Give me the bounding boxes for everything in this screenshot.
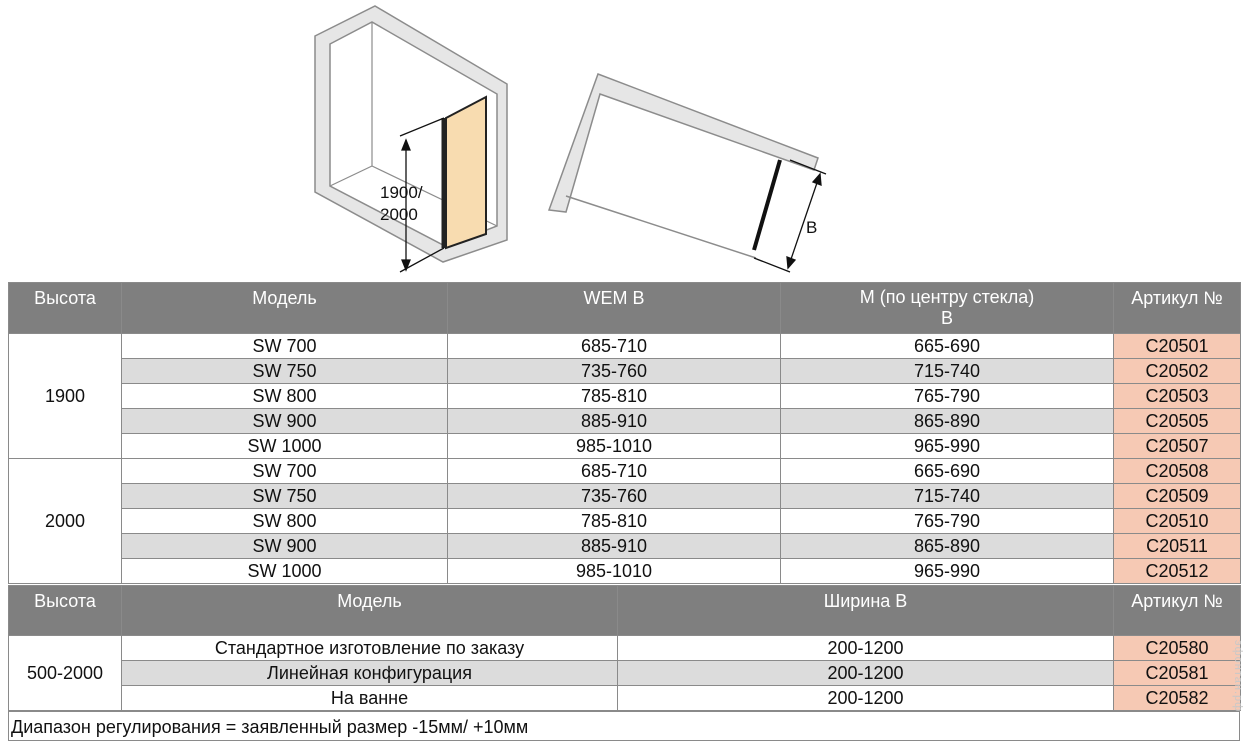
height-cell: 500-2000: [9, 636, 122, 711]
header-m: M (по центру стекла) B: [781, 283, 1114, 334]
table-row: [9, 661, 1241, 686]
article-cell: C20505: [1114, 409, 1241, 434]
height-cell: 1900: [9, 334, 122, 459]
table-row: [9, 334, 1241, 359]
table-row: [9, 359, 1241, 384]
model-cell: SW 700: [122, 334, 448, 359]
header-model: Модель: [122, 586, 618, 636]
product-diagram: [0, 0, 1246, 282]
m-cell: 965-990: [781, 434, 1114, 459]
m-cell: 715-740: [781, 359, 1114, 384]
table-header-row: [9, 283, 1241, 334]
model-cell: SW 800: [122, 384, 448, 409]
table-row: [9, 534, 1241, 559]
m-cell: 865-890: [781, 534, 1114, 559]
m-cell: 765-790: [781, 509, 1114, 534]
article-cell: C20501: [1114, 334, 1241, 359]
model-cell: SW 1000: [122, 559, 448, 584]
shower-wall-diagrams: [0, 0, 1246, 282]
wem-cell: 685-710: [448, 459, 781, 484]
header-article: Артикул №: [1114, 586, 1241, 636]
height-dimension-label: 1900/ 2000: [380, 183, 423, 224]
width-dimension-label: B: [806, 218, 818, 237]
table-row: [9, 434, 1241, 459]
article-cell: C20582: [1114, 686, 1241, 711]
wem-cell: 985-1010: [448, 434, 781, 459]
article-cell: C20507: [1114, 434, 1241, 459]
model-cell: Линейная конфигурация: [122, 661, 618, 686]
width-cell: 200-1200: [618, 661, 1114, 686]
header-wem: WEM B: [448, 283, 781, 334]
header-article: Артикул №: [1114, 283, 1241, 334]
m-cell: 665-690: [781, 459, 1114, 484]
model-cell: SW 900: [122, 409, 448, 434]
wem-cell: 685-710: [448, 334, 781, 359]
m-cell: 965-990: [781, 559, 1114, 584]
width-cell: 200-1200: [618, 636, 1114, 661]
model-cell: На ванне: [122, 686, 618, 711]
wem-cell: 885-910: [448, 534, 781, 559]
header-height: Высота: [9, 586, 122, 636]
header-width: Ширина B: [618, 586, 1114, 636]
table-header-row: [9, 586, 1241, 636]
wem-cell: 985-1010: [448, 559, 781, 584]
article-cell: C20503: [1114, 384, 1241, 409]
model-cell: SW 900: [122, 534, 448, 559]
model-cell: SW 800: [122, 509, 448, 534]
table-row: [9, 484, 1241, 509]
m-cell: 715-740: [781, 484, 1114, 509]
table-row: [9, 636, 1241, 661]
height-cell: 2000: [9, 459, 122, 584]
m-cell: 865-890: [781, 409, 1114, 434]
width-cell: 200-1200: [618, 686, 1114, 711]
header-model: Модель: [122, 283, 448, 334]
model-cell: SW 750: [122, 359, 448, 384]
model-cell: SW 1000: [122, 434, 448, 459]
adjustment-range-note: Диапазон регулирования = заявленный размер -15мм/ +10мм: [8, 711, 1240, 741]
watermark-text: эфонтан.рф: [1232, 640, 1244, 713]
wem-cell: 735-760: [448, 484, 781, 509]
table-row: [9, 384, 1241, 409]
article-cell: C20512: [1114, 559, 1241, 584]
article-cell: C20502: [1114, 359, 1241, 384]
article-cell: C20580: [1114, 636, 1241, 661]
model-table-custom: [8, 585, 1241, 711]
model-cell: SW 750: [122, 484, 448, 509]
table-row: [9, 686, 1241, 711]
model-table-sw: [8, 282, 1241, 584]
table-row: [9, 559, 1241, 584]
wem-cell: 735-760: [448, 359, 781, 384]
article-cell: C20508: [1114, 459, 1241, 484]
article-cell: C20509: [1114, 484, 1241, 509]
wem-cell: 785-810: [448, 509, 781, 534]
m-cell: 665-690: [781, 334, 1114, 359]
model-cell: Стандартное изготовление по заказу: [122, 636, 618, 661]
m-cell: 765-790: [781, 384, 1114, 409]
article-cell: C20510: [1114, 509, 1241, 534]
article-cell: C20581: [1114, 661, 1241, 686]
table-row: [9, 459, 1241, 484]
model-cell: SW 700: [122, 459, 448, 484]
wem-cell: 785-810: [448, 384, 781, 409]
wem-cell: 885-910: [448, 409, 781, 434]
table-row: [9, 409, 1241, 434]
article-cell: C20511: [1114, 534, 1241, 559]
header-height: Высота: [9, 283, 122, 334]
table-row: [9, 509, 1241, 534]
